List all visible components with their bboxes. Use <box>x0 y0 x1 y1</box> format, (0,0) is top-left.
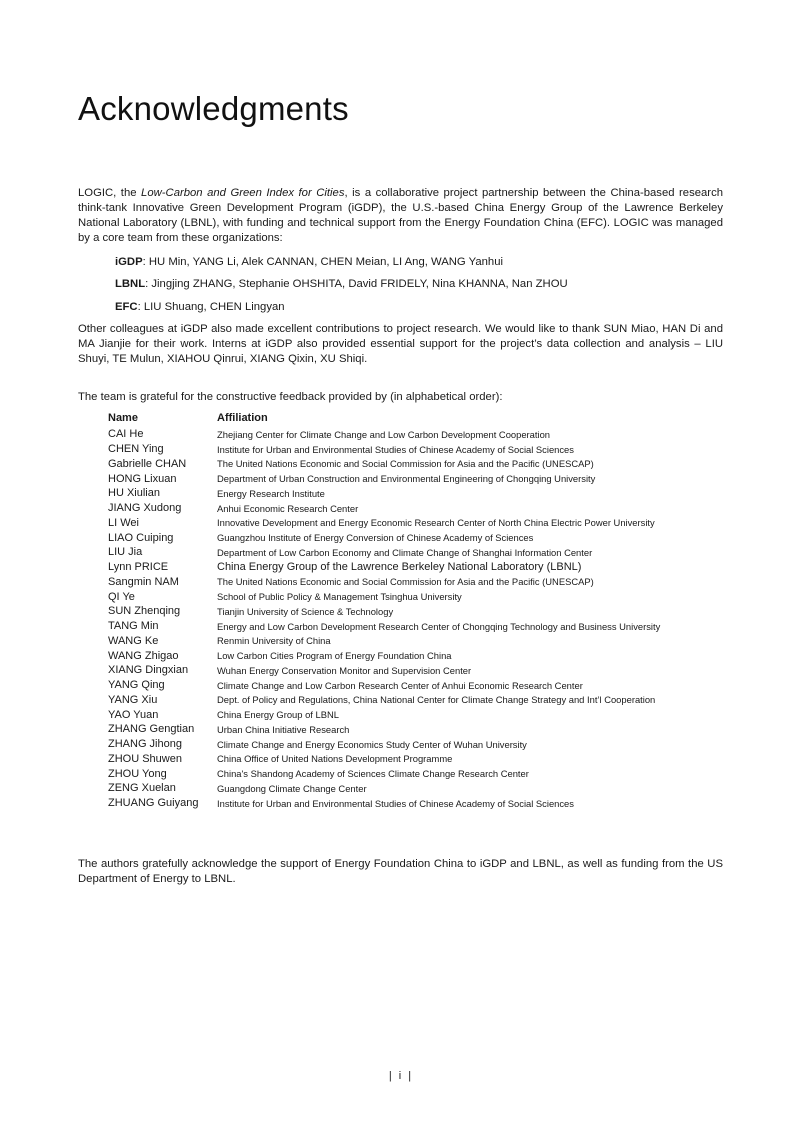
intro-paragraph <box>78 186 723 246</box>
page-number: i <box>398 1070 402 1082</box>
reviewer-affiliation: Low Carbon Cities Program of Energy Foundation China <box>217 650 452 662</box>
reviewer-affiliation: Institute for Urban and Environmental Studies of Chinese Academy of Social Sciences <box>217 443 574 455</box>
reviewer-name: ZHOU Yong <box>108 767 167 780</box>
core-team-members: : Jingjing ZHANG, Stephanie OHSHITA, David FRIDELY, Nina KHANNA, Nan ZHOU <box>145 278 568 290</box>
header-name: Name <box>108 412 138 424</box>
table-row <box>108 693 728 708</box>
reviewer-affiliation: Anhui Economic Research Center <box>217 502 359 514</box>
reviewers-table-body <box>108 427 728 811</box>
table-row <box>108 796 728 811</box>
reviewers-intro: The team is grateful for the constructive feedback provided by (in alphabetical order): <box>78 391 503 403</box>
reviewer-affiliation: Guangdong Climate Change Center <box>217 782 367 794</box>
intro-after-italic: , is a collaborative project partnership between the China-based research think-tank Innovative Green Development Program (iGDP), the U.S.-based China Energy Group of the Lawrence Berkeley National Laboratory (LBNL), with funding and technical support from the Energy Foundation China (EFC). LOGIC was managed by a core team from these organizations: <box>78 187 723 244</box>
reviewer-name: HU Xiulian <box>108 487 160 500</box>
core-team-org: iGDP <box>115 256 143 268</box>
table-row <box>108 781 728 796</box>
table-row <box>108 427 728 442</box>
intro-before-italic: LOGIC, the <box>78 187 142 199</box>
reviewer-affiliation: Department of Low Carbon Economy and Climate Change of Shanghai Information Center <box>217 546 593 558</box>
header-affiliation: Affiliation <box>217 412 268 424</box>
reviewer-affiliation: The United Nations Economic and Social Commission for Asia and the Pacific (UNESCAP) <box>217 458 594 470</box>
core-team-org: EFC <box>115 301 138 313</box>
table-row <box>108 589 728 604</box>
reviewer-name: TANG Min <box>108 620 159 633</box>
colleagues-paragraph: Other colleagues at iGDP also made excellent contributions to project research. We would like to thank SUN Miao, HAN Di and MA Jianjie for their work. Interns at iGDP also provided essential support for the project’s data collection and analysis – LIU Shuyi, TE Mulun, XIAHOU Qinrui, XIANG Qixin, XU Shiqi. <box>78 323 723 365</box>
reviewer-affiliation: Climate Change and Low Carbon Research Center of Anhui Economic Research Center <box>217 679 583 691</box>
page-title: Acknowledgments <box>78 90 349 127</box>
reviewer-affiliation: China's Shandong Academy of Sciences Climate Change Research Center <box>217 768 529 780</box>
reviewer-affiliation: Zhejiang Center for Climate Change and Low Carbon Development Cooperation <box>217 428 551 440</box>
reviewer-affiliation: The United Nations Economic and Social Commission for Asia and the Pacific (UNESCAP) <box>217 576 594 588</box>
closing-paragraph: The authors gratefully acknowledge the support of Energy Foundation China to iGDP and LBNL, as well as funding from the US Department of Energy to LBNL. <box>78 858 723 885</box>
reviewer-name: LIU Jia <box>108 546 143 559</box>
reviewer-affiliation: Innovative Development and Energy Economic Research Center of North China Electric Power University <box>217 517 655 529</box>
table-row <box>108 604 728 619</box>
table-row <box>108 486 728 501</box>
reviewer-affiliation: China Energy Group of LBNL <box>217 709 339 721</box>
table-row <box>108 766 728 781</box>
reviewers-table-header <box>108 412 728 427</box>
intro-italic-index-name: Low-Carbon and Green Index for Cities <box>141 187 345 199</box>
reviewer-name: JIANG Xudong <box>108 502 182 515</box>
reviewer-name: ZHOU Shuwen <box>108 752 182 765</box>
table-row <box>108 737 728 752</box>
reviewer-name: ZHUANG Guiyang <box>108 797 199 810</box>
reviewer-affiliation: Urban China Initiative Research <box>217 723 350 735</box>
reviewer-name: WANG Zhigao <box>108 649 179 662</box>
reviewer-name: CAI He <box>108 428 144 441</box>
core-team-members: : LIU Shuang, CHEN Lingyan <box>137 301 285 313</box>
core-team-members: : HU Min, YANG Li, Alek CANNAN, CHEN Meian, LI Ang, WANG Yanhui <box>142 256 503 268</box>
table-row <box>108 707 728 722</box>
reviewer-affiliation: Energy and Low Carbon Development Research Center of Chongqing Technology and Business University <box>217 620 661 632</box>
reviewer-name: ZENG Xuelan <box>108 782 176 795</box>
table-row <box>108 442 728 457</box>
reviewer-name: Gabrielle CHAN <box>108 457 187 470</box>
reviewer-name: ZHANG Jihong <box>108 738 182 751</box>
table-row <box>108 516 728 531</box>
page-footer <box>0 1070 800 1082</box>
reviewer-name: LIAO Cuiping <box>108 531 174 544</box>
core-team-efc <box>115 300 285 315</box>
reviewer-name: LI Wei <box>108 516 139 529</box>
reviewer-affiliation: Climate Change and Energy Economics Study Center of Wuhan University <box>217 738 527 750</box>
table-row <box>108 648 728 663</box>
reviewer-name: SUN Zhenqing <box>108 605 181 618</box>
reviewer-affiliation: Tianjin University of Science & Technology <box>217 605 394 617</box>
core-team-org: LBNL <box>115 278 146 290</box>
core-team-igdp <box>115 255 503 270</box>
reviewer-affiliation: Department of Urban Construction and Environmental Engineering of Chongqing University <box>217 473 596 485</box>
reviewer-affiliation: China Office of United Nations Development Programme <box>217 753 453 765</box>
reviewer-name: YANG Xiu <box>108 693 158 706</box>
reviewers-table <box>108 412 728 811</box>
table-row <box>108 560 728 575</box>
reviewer-affiliation: Dept. of Policy and Regulations, China National Center for Climate Change Strategy and Int’l Cooperation <box>217 694 656 706</box>
table-row <box>108 722 728 737</box>
reviewer-affiliation: China Energy Group of the Lawrence Berkeley National Laboratory (LBNL) <box>217 561 582 574</box>
table-row <box>108 619 728 634</box>
reviewer-name: XIANG Dingxian <box>108 664 189 677</box>
reviewer-name: ZHANG Gengtian <box>108 723 195 736</box>
table-row <box>108 545 728 560</box>
reviewer-name: Sangmin NAM <box>108 575 179 588</box>
reviewer-affiliation: School of Public Policy & Management Tsinghua University <box>217 591 462 603</box>
table-row <box>108 501 728 516</box>
table-row <box>108 663 728 678</box>
reviewer-name: YANG Qing <box>108 679 165 692</box>
table-row <box>108 678 728 693</box>
reviewer-name: WANG Ke <box>108 634 159 647</box>
reviewer-affiliation: Institute for Urban and Environmental Studies of Chinese Academy of Social Sciences <box>217 797 574 809</box>
reviewer-affiliation: Energy Research Institute <box>217 487 325 499</box>
reviewer-name: Lynn PRICE <box>108 561 169 574</box>
table-row <box>108 457 728 472</box>
reviewer-affiliation: Renmin University of China <box>217 635 331 647</box>
footer-right-bar: | <box>408 1070 412 1082</box>
reviewer-affiliation: Guangzhou Institute of Energy Conversion of Chinese Academy of Sciences <box>217 532 534 544</box>
reviewer-name: CHEN Ying <box>108 443 164 456</box>
table-row <box>108 575 728 590</box>
table-row <box>108 634 728 649</box>
reviewer-affiliation: Wuhan Energy Conservation Monitor and Supervision Center <box>217 664 472 676</box>
footer-left-bar: | <box>388 1070 392 1082</box>
reviewer-name: QI Ye <box>108 590 135 603</box>
table-row <box>108 471 728 486</box>
core-team-lbnl <box>115 277 568 292</box>
reviewer-name: HONG Lixuan <box>108 472 177 485</box>
table-row <box>108 530 728 545</box>
reviewer-name: YAO Yuan <box>108 708 159 721</box>
table-row <box>108 752 728 767</box>
